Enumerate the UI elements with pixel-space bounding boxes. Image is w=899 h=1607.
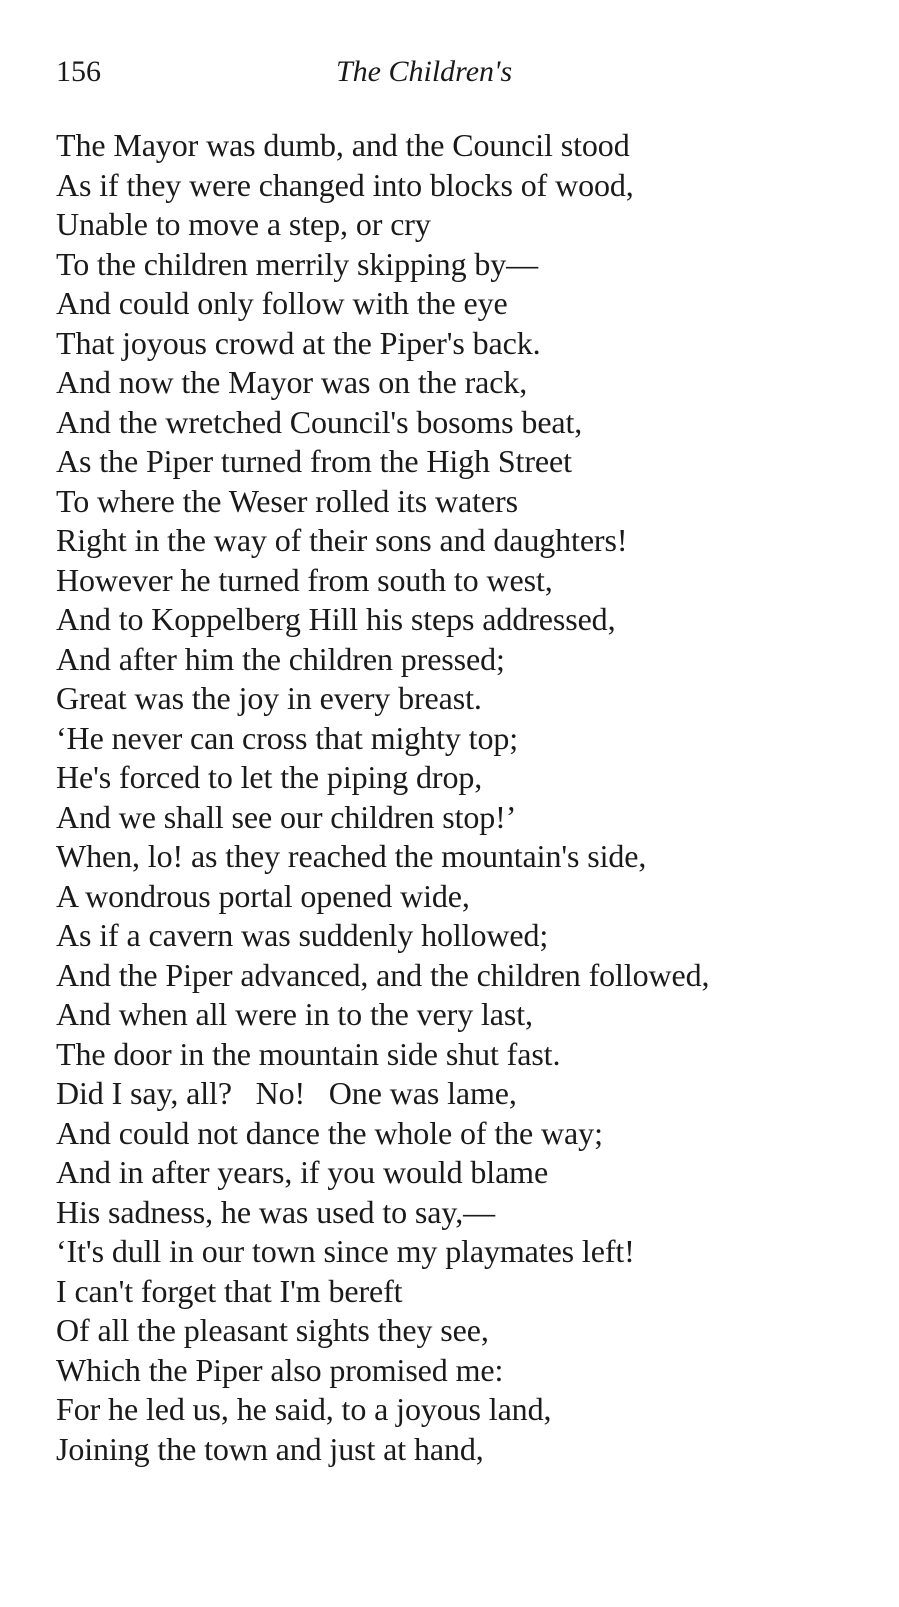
poem-line: Of all the pleasant sights they see, (56, 1312, 489, 1348)
poem-line: ‘He never can cross that mighty top; (56, 719, 519, 756)
poem-line: He's forced to let the piping drop, (56, 759, 483, 795)
page-header (56, 52, 616, 92)
poem-line: And the wretched Council's bosoms beat, (56, 403, 583, 440)
poem-line: Joining the town and just at hand, (56, 1430, 484, 1467)
poem-line: And could only follow with the eye (56, 285, 508, 321)
poem-line: A wondrous portal opened wide, (56, 877, 470, 914)
poem-line: For he led us, he said, to a joyous land, (56, 1391, 552, 1427)
poem-line: As if they were changed into blocks of wood, (56, 166, 634, 203)
poem-line: And the Piper advanced, and the children followed, (56, 956, 710, 993)
poem-text (56, 126, 886, 1469)
poem-line: Right in the way of their sons and daughters! (56, 522, 628, 558)
poem-line: And now the Mayor was on the rack, (56, 364, 528, 400)
poem-line: As if a cavern was suddenly hollowed; (56, 917, 549, 953)
poem-line: His sadness, he was used to say,— (56, 1193, 496, 1230)
running-title: The Children's (336, 55, 513, 88)
poem-line: And when all were in to the very last, (56, 996, 533, 1032)
poem-line: The Mayor was dumb, and the Council stood (56, 127, 630, 163)
poem-line: To the children merrily skipping by— (56, 245, 539, 282)
poem-line: And to Koppelberg Hill his steps addressed, (56, 601, 616, 637)
poem-line: Unable to move a step, or cry (56, 206, 431, 242)
poem-line: To where the Weser rolled its waters (56, 482, 518, 519)
poem-line: I can't forget that I'm bereft (56, 1272, 403, 1309)
poem-line: However he turned from south to west, (56, 561, 553, 598)
poem-line: When, lo! as they reached the mountain's side, (56, 838, 647, 874)
poem-line: And in after years, if you would blame (56, 1154, 549, 1190)
poem-line: And after him the children pressed; (56, 640, 505, 677)
poem-line: Great was the joy in every breast. (56, 680, 482, 716)
poem-line: Which the Piper also promised me: (56, 1351, 504, 1388)
poem-line: And we shall see our children stop!’ (56, 798, 517, 835)
page-number: 156 (56, 55, 101, 88)
poem-line: Did I say, all? No! One was lame, (56, 1075, 517, 1111)
poem-line: As the Piper turned from the High Street (56, 443, 572, 479)
poem-line: That joyous crowd at the Piper's back. (56, 324, 541, 361)
poem-line: ‘It's dull in our town since my playmates left! (56, 1233, 635, 1269)
poem-line: The door in the mountain side shut fast. (56, 1035, 561, 1072)
poem-line: And could not dance the whole of the way; (56, 1114, 603, 1151)
